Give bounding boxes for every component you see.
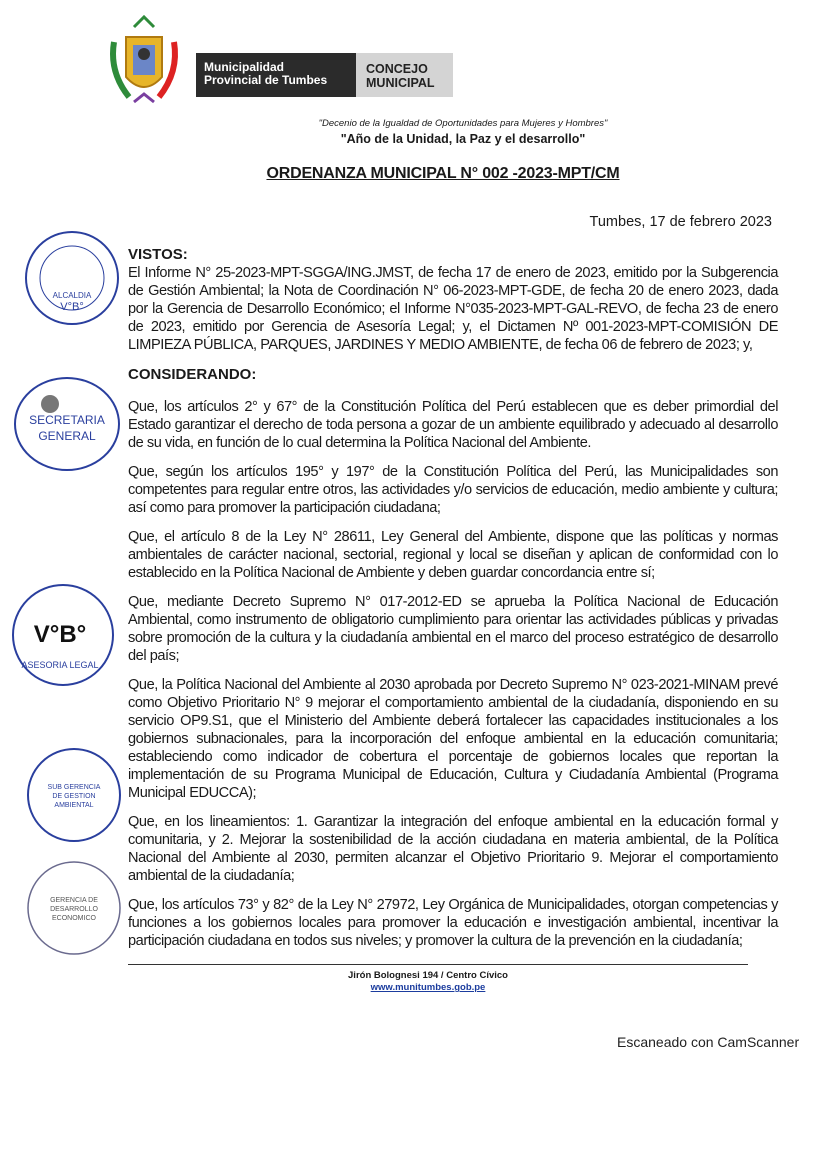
- considerando-paragraph: Que, la Política Nacional del Ambiente al 2030 aprobada por Decreto Supremo N° 023-2021-MINAM prevé como Objetivo Prioritario N° 9 mejorar el comportamiento ambiental de la ciudadanía, disponiendo en su servicio OP9.S1, que el Ministerio del Ambiente deberá fortalecer las capacidades institucionales a los gobiernos subnacionales, para la incorporación del enfoque ambiental en la educación comunitaria; estableciendo como indicador de cobertura el porcentaje de gobiernos locales que reportan la implementación de su Programa Municipal de Educación, Cultura y Ciudadanía Ambiental (Programa Municipal EDUCCA);: [128, 677, 778, 801]
- council-line1: CONCEJO: [366, 62, 428, 76]
- svg-text:DESARROLLO: DESARROLLO: [50, 906, 98, 913]
- org-name-line2: Provincial de Tumbes: [204, 73, 328, 87]
- footer-divider: [128, 964, 748, 965]
- considerando-paragraph: Que, los artículos 2° y 67° de la Constitución Política del Perú establecen que es deber primordial del Estado garantizar el derecho de toda persona a gozar de un ambiente equilibrado y adecuado al desarrollo de su vida, en función de lo cual determina la Política Nacional del Ambiente.: [128, 399, 778, 451]
- council-line2: MUNICIPAL: [366, 76, 435, 90]
- document-title: ORDENANZA MUNICIPAL N° 002 -2023-MPT/CM: [266, 165, 620, 182]
- footer-address: Jirón Bolognesi 194 / Centro Cívico: [348, 970, 508, 981]
- considerando-paragraph: Que, en los lineamientos: 1. Garantizar la integración del enfoque ambiental en la educación formal y comunitaria, y 2. Mejorar la sostenibilidad de la acción ciudadana en materia ambiental, de la Política Nacional del Ambiente al 2030, permiten alcanzar el Objetivo Prioritario 9. Mejorar el comportamiento ambiental de la ciudadanía;: [128, 814, 778, 884]
- svg-text:ALCALDIA: ALCALDIA: [52, 291, 92, 300]
- year-slogan: "Año de la Unidad, la Paz y el desarrollo": [340, 132, 586, 146]
- considerando-paragraph: Que, el artículo 8 de la Ley N° 28611, Ley General del Ambiente, dispone que las políticas y normas ambientales de carácter nacional, sectorial, regional y local se diseñan y aplican de conformidad con lo establecido en la Política Nacional de Ambiente y deben guardar concordancia entre sí;: [128, 529, 778, 581]
- svg-text:ASESORIA LEGAL: ASESORIA LEGAL: [21, 660, 99, 670]
- svg-text:SECRETARIA: SECRETARIA: [29, 413, 105, 427]
- svg-text:DE GESTION: DE GESTION: [52, 793, 96, 800]
- svg-text:GERENCIA DE: GERENCIA DE: [50, 897, 98, 904]
- considerando-paragraph: Que, los artículos 73° y 82° de la Ley N° 27972, Ley Orgánica de Municipalidades, otorgan competencias y funciones a los gobiernos locales para promover la educación e investigación ambiental, incentivar la participación ciudadana en todos sus niveles; y promover la cultura de la prevención en la ciudadanía;: [128, 897, 778, 949]
- considerando-paragraph: Que, mediante Decreto Supremo N° 017-2012-ED se aprueba la Política Nacional de Educación Ambiental, como instrumento de obligatorio cumplimiento para orientar las actividades públicas y privadas sobre promoción de la cultura y la ciudadanía ambiental en el marco del proceso estratégico de desarrollo del país;: [128, 594, 778, 664]
- footer-website-link[interactable]: www.munitumbes.gob.pe: [370, 982, 486, 993]
- svg-text:GENERAL: GENERAL: [38, 429, 96, 443]
- document-date: Tumbes, 17 de febrero 2023: [589, 214, 772, 230]
- svg-text:V°B°: V°B°: [33, 621, 87, 648]
- considerando-paragraph: Que, según los artículos 195° y 197° de la Constitución Política del Perú, las Municipalidades son competentes para regular entre otros, las actividades y/o servicios de educación, medio ambiente y cultura; así como para promover la participación ciudadana;: [128, 464, 778, 516]
- vistos-heading: VISTOS:: [128, 246, 188, 263]
- svg-text:AMBIENTAL: AMBIENTAL: [54, 802, 94, 809]
- svg-text:ECONOMICO: ECONOMICO: [52, 915, 96, 922]
- camscanner-watermark: Escaneado con CamScanner: [617, 1034, 800, 1050]
- svg-text:V°B°: V°B°: [60, 301, 84, 313]
- decade-slogan: "Decenio de la Igualdad de Oportunidades para Mujeres y Hombres": [318, 118, 608, 129]
- vistos-paragraph: El Informe N° 25-2023-MPT-SGGA/ING.JMST, de fecha 17 de enero de 2023, emitido por la Subgerencia de Gestión Ambiental; la Nota de Coordinación N° 06-2023-MPT-GDE, de fecha 20 de enero 2023, dada por la Gerencia de Desarrollo Económico; el Informe N°035-2023-MPT-GAL-REVO, de fecha 23 de enero de 2023, emitido por Gerencia de Asesoría Legal; y, el Dictamen Nº 001-2023-MPT-COMISIÓN DE LIMPIEZA PÚBLICA, PARQUES, JARDINES Y MEDIO AMBIENTE, de fecha 06 de febrero de 2023; y,: [128, 265, 778, 353]
- org-name-line1: Municipalidad: [204, 60, 285, 74]
- svg-text:SUB GERENCIA: SUB GERENCIA: [47, 784, 101, 791]
- considerando-heading: CONSIDERANDO:: [128, 366, 257, 383]
